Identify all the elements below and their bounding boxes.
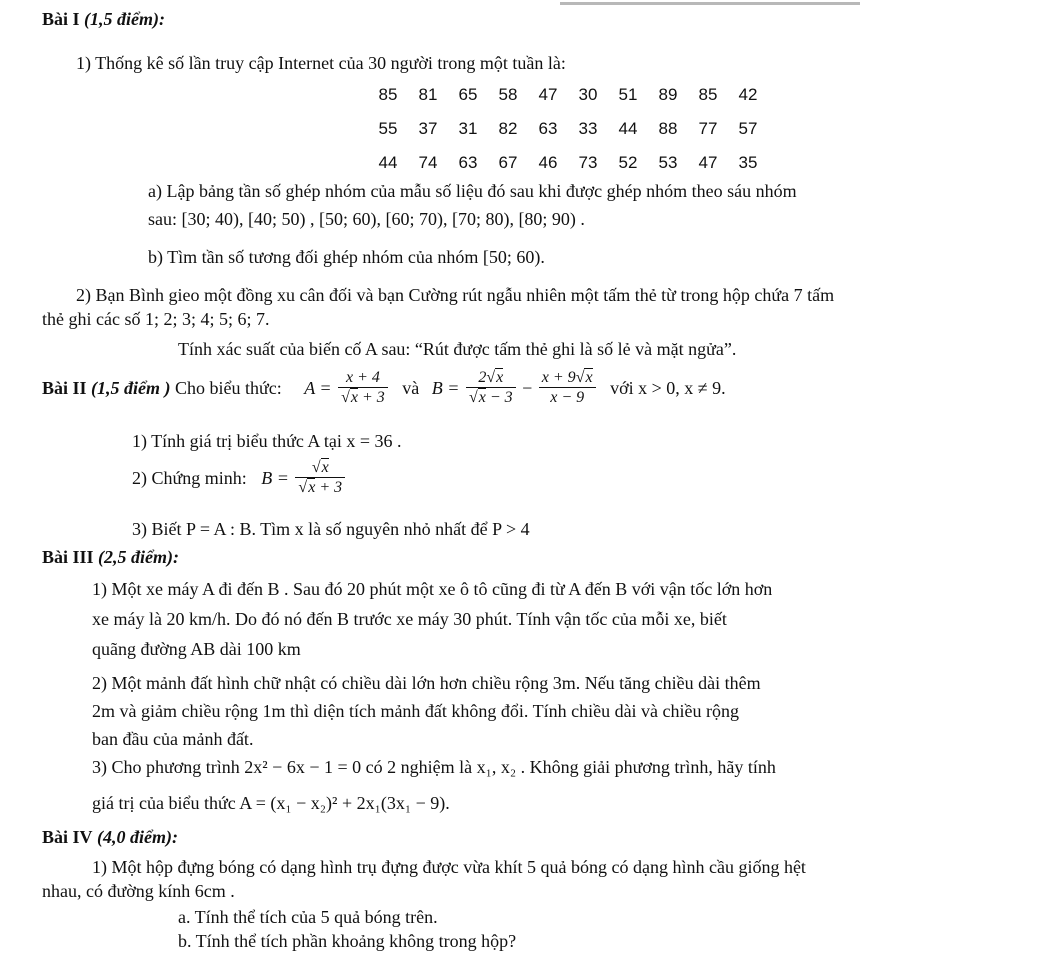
bai4-qb: b. Tính thể tích phần khoảng không trong hộp? [178,931,517,951]
data-cell: 88 [658,119,678,139]
bai2-intro: Cho biểu thức: [175,377,282,398]
data-table [368,78,768,180]
bai1-q1-intro: 1) Thống kê số lần truy cập Internet của 30 người trong một tuần là: [76,53,566,73]
formula-B-label: B = [431,377,460,398]
data-cell: 65 [458,85,478,105]
data-row [368,112,768,146]
bai2-q1: 1) Tính giá trị biểu thức A tại x = 36 . [132,431,402,451]
data-cell: 67 [498,153,518,173]
bai2-q2-label: 2) Chứng minh: [132,467,247,488]
bai3-points: (2,5 điểm): [98,547,180,567]
and-word: và [402,377,420,398]
data-cell: 58 [498,85,518,105]
bai4-qa: a. Tính thể tích của 5 quả bóng trên. [178,907,438,927]
data-cell: 63 [458,153,478,173]
data-cell: 74 [418,153,438,173]
bai3-q1-line2: xe máy là 20 km/h. Do đó nó đến B trước xe máy 30 phút. Tính vận tốc của mỗi xe, biết [92,609,727,629]
formula-A-denominator: √x + 3 [341,389,385,407]
data-cell: 51 [618,85,638,105]
bai2-heading: Bài II [42,377,87,398]
data-cell: 35 [738,153,758,173]
data-cell: 77 [698,119,718,139]
data-cell: 81 [418,85,438,105]
bai1-q2-line1: 2) Bạn Bình gieo một đồng xu cân đối và bạn Cường rút ngẫu nhiên một tấm thẻ từ trong hộp chứa 7 tấm [76,285,835,305]
data-cell: 53 [658,153,678,173]
data-cell: 30 [578,85,598,105]
bai1-q2-line2: thẻ ghi các số 1; 2; 3; 4; 5; 6; 7. [42,309,270,329]
formula-A-label: A = [304,377,332,398]
bai2-condition: với x > 0, x ≠ 9. [610,377,726,398]
bai3-q2-line3: ban đầu của mảnh đất. [92,729,254,749]
data-cell: 33 [578,119,598,139]
data-cell: 31 [458,119,478,139]
bai2-q3: 3) Biết P = A : B. Tìm x là số nguyên nhỏ nhất để P > 4 [132,519,530,539]
bai4-points: (4,0 điểm): [97,827,178,847]
data-cell: 63 [538,119,558,139]
data-cell: 85 [698,85,718,105]
data-cell: 47 [538,85,558,105]
formula-B-term1: $\frac{2√x}{√x - 3}$ [466,368,516,407]
bai3-heading: Bài III [42,547,94,567]
bai1-q1b: b) Tìm tần số tương đối ghép nhóm của nhóm [50; 60). [148,247,545,267]
data-cell: 52 [618,153,638,173]
bai3-q2-line1: 2) Một mảnh đất hình chữ nhật có chiều dài lớn hơn chiều rộng 3m. Nếu tăng chiều dài thêm [92,673,761,693]
data-cell: 73 [578,153,598,173]
bai3-heading-line [42,546,179,569]
data-cell: 85 [378,85,398,105]
bai2-q2-line [132,458,347,497]
scan-artifact-line [560,2,860,5]
bai2-q2-B: B = [261,467,289,488]
data-cell: 44 [378,153,398,173]
bai2-heading-line [42,368,726,407]
data-cell: 42 [738,85,758,105]
data-cell: 82 [498,119,518,139]
formula-A-fraction [338,368,388,407]
bai2-points: (1,5 điểm ) [91,377,171,398]
data-row [368,146,768,180]
bai3-q3-line1: 3) Cho phương trình 2x² − 6x − 1 = 0 có 2 nghiệm là x₁, x₂ . Không giải phương trình, hãy tính [92,757,776,777]
bai1-points: (1,5 điểm): [84,9,165,29]
bai4-heading-line [42,826,178,849]
data-cell: 57 [738,119,758,139]
data-cell: 55 [378,119,398,139]
bai3-q1-line1: 1) Một xe máy A đi đến B . Sau đó 20 phút một xe ô tô cũng đi từ A đến B với vận tốc lớn hơn [92,579,773,599]
bai1-heading: Bài I [42,9,80,29]
data-cell: 37 [418,119,438,139]
bai1-q1a-line2: sau: [30; 40), [40; 50) , [50; 60), [60; 70), [70; 80), [80; 90) . [148,209,585,229]
bai4-q1-line2: nhau, có đường kính 6cm . [42,881,235,901]
minus-sign: − [522,377,533,398]
bai2-q2-fraction: $\frac{√x}{√x + 3}$ [295,458,345,497]
formula-A-numerator: x + 4 [338,368,388,388]
bai1-q2-line3: Tính xác suất của biến cố A sau: “Rút được tấm thẻ ghi là số lẻ và mặt ngửa”. [178,339,737,359]
data-row [368,78,768,112]
data-cell: 46 [538,153,558,173]
formula-B-term2: $\frac{x + 9√x}{x - 9}$ [539,368,596,407]
bai4-q1-line1: 1) Một hộp đựng bóng có dạng hình trụ đựng được vừa khít 5 quả bóng có dạng hình cầu giống hệt [92,857,806,877]
bai3-q3-line2: giá trị của biểu thức A = (x₁ − x₂)² + 2x₁(3x₁ − 9). [92,793,450,813]
data-cell: 44 [618,119,638,139]
bai1-q1a-line1: a) Lập bảng tần số ghép nhóm của mẫu số liệu đó sau khi được ghép nhóm theo sáu nhóm [148,181,797,201]
bai3-q1-line3: quãng đường AB dài 100 km [92,639,301,659]
data-cell: 47 [698,153,718,173]
data-cell: 89 [658,85,678,105]
bai3-q2-line2: 2m và giảm chiều rộng 1m thì diện tích mảnh đất không đổi. Tính chiều dài và chiều rộng [92,701,740,721]
bai1-heading-line [42,8,165,31]
bai4-heading: Bài IV [42,827,93,847]
